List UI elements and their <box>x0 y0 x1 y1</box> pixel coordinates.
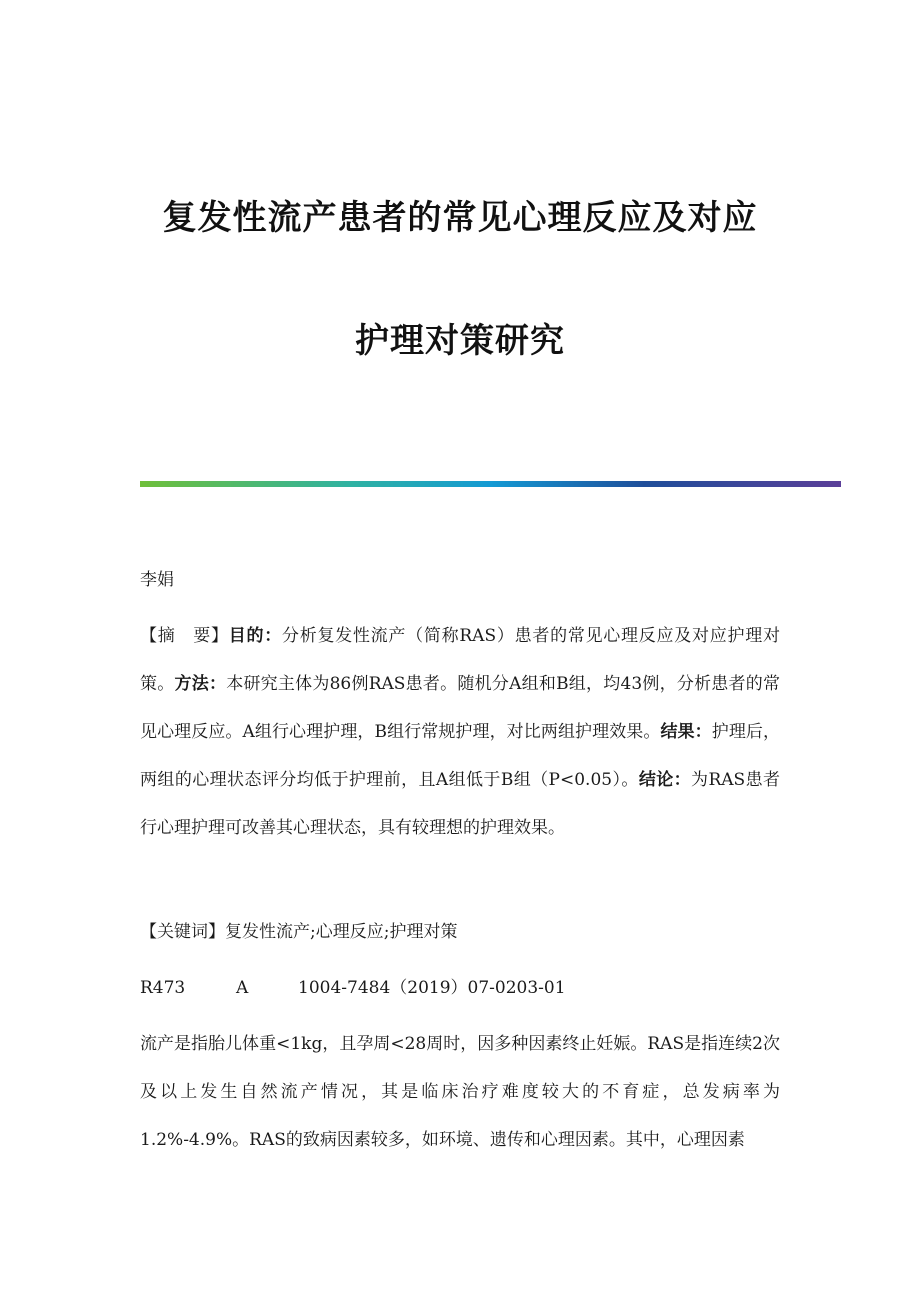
keywords-text: 复发性流产;心理反应;护理对策 <box>225 922 458 942</box>
objective-text: 分析复发性流产（简称RAS）患者的常见心理反应及对应护理对策。 <box>140 626 780 694</box>
document-code: A <box>236 978 249 998</box>
result-label: 结果： <box>660 722 712 742</box>
keywords-line <box>140 908 780 956</box>
paper-title-line-2: 护理对策研究 <box>355 321 565 361</box>
classification-line <box>140 964 780 1012</box>
conclusion-label: 结论： <box>638 770 692 790</box>
body-paragraph: 流产是指胎儿体重<1kg，且孕周<28周时，因多种因素终止妊娠。RAS是指连续2次及以上发生自然流产情况，其是临床治疗难度较大的不育症，总发病率为1.2%-4.9%。RAS的致病因素较多，如环境、遗传和心理因素。其中，心理因素 <box>140 1034 780 1150</box>
objective-label: 目的： <box>228 626 282 646</box>
result-text: 护理后，两组的心理状态评分均低于护理前，且A组低于B组（P<0.05）。 <box>140 722 780 790</box>
keywords-label: 【关键词】 <box>140 922 225 942</box>
gradient-divider <box>140 481 841 487</box>
author-name: 李娟 <box>140 570 174 590</box>
clc-number: R473 <box>140 978 186 998</box>
article-number: 1004-7484（2019）07-0203-01 <box>298 978 566 998</box>
method-label: 方法： <box>174 674 227 694</box>
abstract-block <box>140 612 780 852</box>
paper-title-line-1: 复发性流产患者的常见心理反应及对应 <box>162 198 758 238</box>
abstract-label: 【摘 要】 <box>140 626 229 646</box>
conclusion-text: 为RAS患者行心理护理可改善其心理状态，具有较理想的护理效果。 <box>140 770 780 838</box>
method-text: 本研究主体为86例RAS患者。随机分A组和B组，均43例，分析患者的常见心理反应。A组行心理护理，B组行常规护理，对比两组护理效果。 <box>140 674 781 742</box>
